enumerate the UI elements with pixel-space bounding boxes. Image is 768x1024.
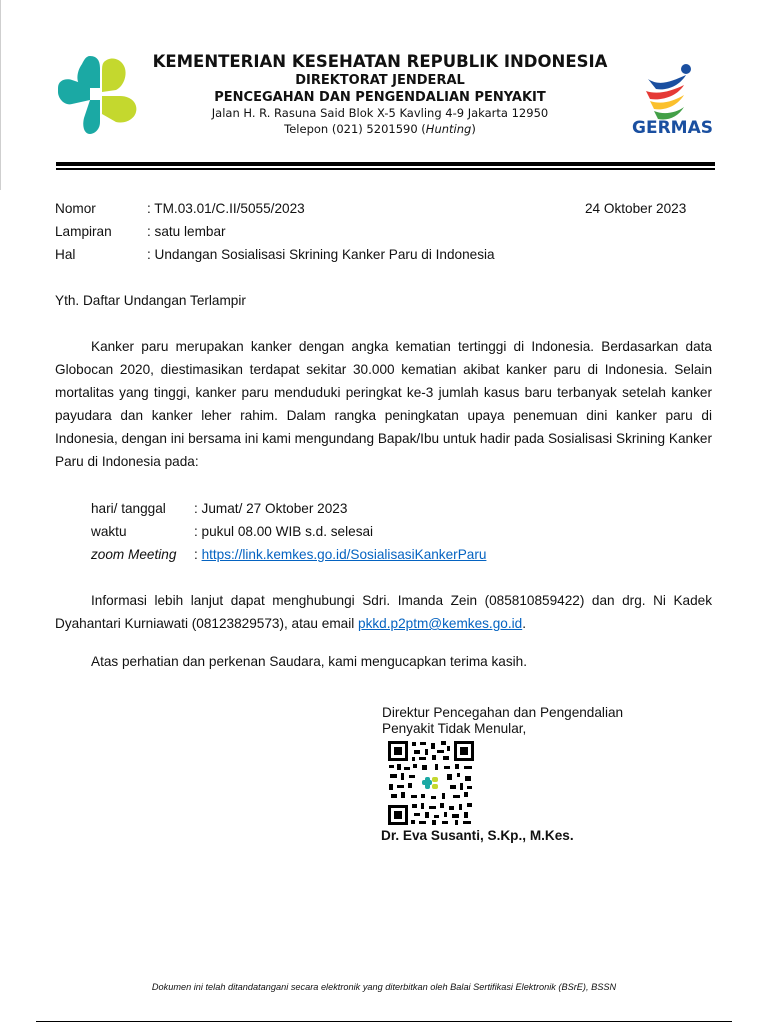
footer-rule (36, 1021, 732, 1022)
division-name: PENCEGAHAN DAN PENGENDALIAN PENYAKIT (214, 90, 546, 105)
attachment-value: : satu lembar (147, 224, 226, 239)
signatory-title-line-2: Penyakit Tidak Menular, (382, 721, 527, 736)
number-value: : TM.03.01/C.II/5055/2023 (147, 201, 305, 216)
zoom-link[interactable]: https://link.kemkes.go.id/SosialisasiKankerParu (201, 547, 487, 562)
subject-value: : Undangan Sosialisasi Skrining Kanker Paru di Indonesia (147, 247, 495, 262)
number-label: Nomor (55, 201, 96, 216)
time-value: : pukul 08.00 WIB s.d. selesai (194, 524, 374, 539)
signatory-title-line-1: Direktur Pencegahan dan Pengendalian (382, 705, 624, 720)
phone-prefix: Telepon (021) 5201590 ( (284, 122, 426, 136)
header-rule-thin (56, 168, 715, 170)
day-label: hari/ tanggal (91, 501, 166, 516)
phone-hunting: Hunting (425, 122, 472, 136)
ministry-name: KEMENTERIAN KESEHATAN REPUBLIK INDONESIA (152, 52, 608, 71)
time-label: waktu (91, 524, 127, 539)
address: Jalan H. R. Rasuna Said Blok X-5 Kavling 4-9 Jakarta 12950 (211, 106, 549, 120)
signatory-name: Dr. Eva Susanti, S.Kp., M.Kes. (381, 828, 574, 843)
body-paragraph-1 (55, 335, 712, 473)
contact-text: Informasi lebih lanjut dapat menghubungi Sdri. Imanda Zein (085810859422) dan drg. Ni Kadek Dyahantari Kurniawati (08123829573), atau email (55, 593, 712, 631)
body-paragraph-3 (55, 650, 712, 673)
letterhead (145, 52, 615, 137)
phone (145, 121, 615, 137)
day-value: : Jumat/ 27 Oktober 2023 (194, 501, 348, 516)
zoom-label: zoom Meeting (91, 547, 177, 562)
qr-code (387, 740, 475, 826)
body-paragraph-1-text: Kanker paru merupakan kanker dengan angka kematian tertinggi di Indonesia. Berdasarkan data Globocan 2020, diestimasikan terdapat sekitar 30.000 kematian akibat kanker paru di Indonesia. Selain mortalitas yang tinggi, kanker paru menduduki peringkat ke-3 jumlah kasus baru terbanyak setelah kanker payudara dan kanker leher rahim. Dalam rangka peningkatan upaya penemuan dini kanker paru di Indonesia, dengan ini bersama ini kami mengundang Bapak/Ibu untuk hadir pada Sosialisasi Skrining Kanker Paru di Indonesia pada: (55, 339, 712, 469)
contact-text-end: . (522, 616, 526, 631)
letter-date: 24 Oktober 2023 (585, 201, 687, 216)
contact-email-link[interactable]: pkkd.p2ptm@kemkes.go.id (358, 616, 523, 631)
germas-label: GERMAS (632, 118, 713, 138)
kemenkes-logo (54, 52, 140, 138)
closing-text: Atas perhatian dan perkenan Saudara, kami mengucapkan terima kasih. (91, 654, 528, 669)
footer-note: Dokumen ini telah ditandatangani secara elektronik yang diterbitkan oleh Balai Sertifikasi Elektronik (BSrE), BSSN (151, 982, 617, 992)
zoom-value (194, 543, 486, 566)
recipient: Yth. Daftar Undangan Terlampir (55, 293, 246, 308)
zoom-colon: : (194, 547, 202, 562)
signatory-title (382, 705, 623, 737)
phone-suffix: ) (471, 122, 476, 136)
header-rule-thick (56, 162, 715, 166)
attachment-label: Lampiran (55, 224, 112, 239)
directorate-name: DIREKTORAT JENDERAL (295, 73, 465, 88)
subject-label: Hal (55, 247, 76, 262)
page-edge (0, 0, 1, 190)
body-paragraph-2 (55, 589, 712, 635)
